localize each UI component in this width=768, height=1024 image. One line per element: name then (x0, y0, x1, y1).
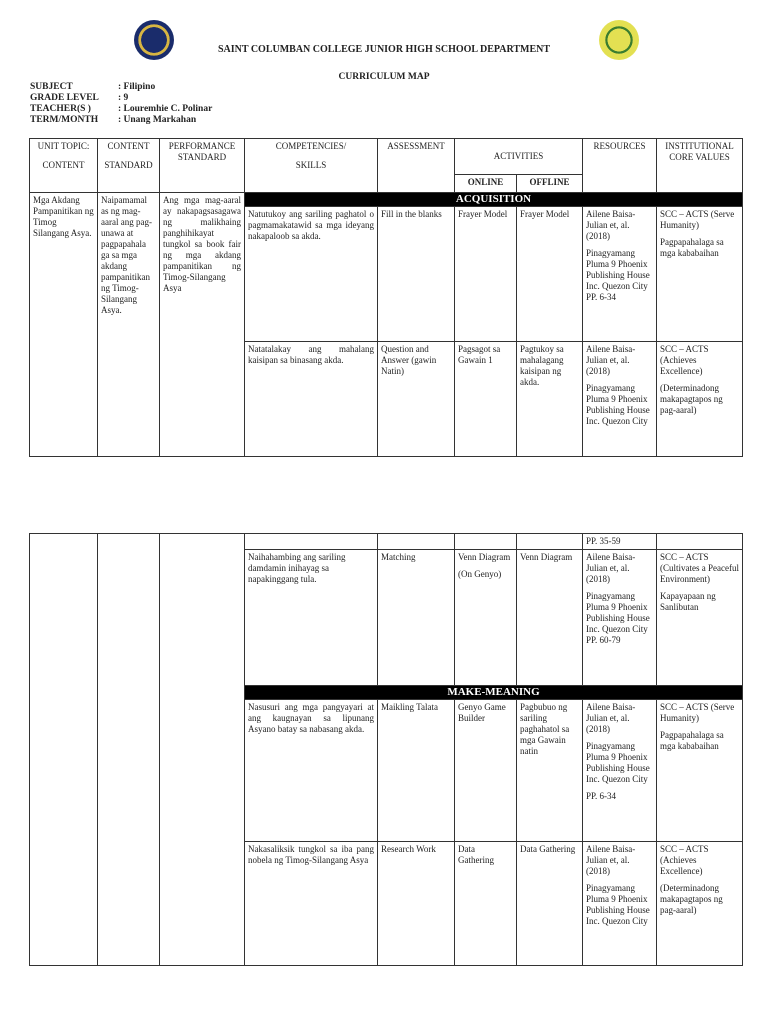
header-performance-standard: PERFORMANCE STANDARD (160, 139, 245, 193)
header-assessment: ASSESSMENT (378, 139, 455, 193)
header-content-standard: CONTENT STANDARD (98, 139, 160, 193)
document-title: CURRICULUM MAP (338, 72, 430, 82)
header-unit-topic: UNIT TOPIC: CONTENT (30, 139, 98, 193)
info-row-term: TERM/MONTH : Unang Markahan (30, 115, 197, 125)
table-row: Natutukoy ang sariling paghatol o pagmamakatawid sa mga ideyang nakapaloob sa akda. Fill in the blanks Frayer Model Frayer Model Ailene Baisa-Julian et, al. (2018) Pinagyamang Pluma 9 Phoenix Publishing House Inc. Quezon City PP. 6-34 SCC – ACTS (Serve Humanity) Pagpapahalaga sa mga kababaihan (30, 207, 743, 342)
header-competencies: COMPETENCIES/ SKILLS (245, 139, 378, 193)
header-core-values: INSTITUTIONAL CORE VALUES (657, 139, 743, 193)
table-row: Natatalakay ang mahalang kaisipan sa binasang akda. Question and Answer (gawin Natin) Pagsagot sa Gawain 1 Pagtukoy sa mahalagang kaisipan ng akda. Ailene Baisa-Julian et, al. (2018) Pinagyamang Pluma 9 Phoenix Publishing House Inc. Quezon City SCC – ACTS (Achieves Excellence) (Determinadong makapagtapos ng pag-aaral) (30, 342, 743, 457)
resources-continued: PP. 35-59 (583, 534, 657, 550)
info-row-grade: GRADE LEVEL : 9 (30, 93, 129, 103)
page-one (0, 0, 768, 470)
make-meaning-band: MAKE-MEANING (245, 686, 743, 700)
table-row: Nasusuri ang mga pangyayari at ang kaugnayan sa lipunang Asyano batay sa nabasang akda. Maikling Talata Genyo Game Builder Pagbubuo ng sariling paghahatol sa mga Gawain natin Ailene Baisa-Julian et, al. (2018) Pinagyamang Pluma 9 Phoenix Publishing House Inc. Quezon City PP. 6-34 SCC – ACTS (Serve Humanity) Pagpapahalaga sa mga kababaihan (30, 700, 743, 842)
content-cell: Mga Akdang Pampanitikan ng Timog Silangang Asya. (30, 193, 98, 457)
info-row-subject: SUBJECT : Filipino (30, 82, 156, 92)
page-two (0, 533, 768, 978)
school-name: SAINT COLUMBAN COLLEGE JUNIOR HIGH SCHOOL DEPARTMENT (217, 44, 551, 55)
info-block (30, 82, 212, 126)
header-offline: OFFLINE (517, 175, 583, 193)
curriculum-table-page2 (29, 533, 743, 966)
performance-standard-cell: Ang mga mag-aaral ay nakapagsasagawa ng malikhaing panghihikayat tungkol sa book fair ng mga akdang pampanitikan ng Timog-Silangang Asya (160, 193, 245, 457)
acquisition-band: ACQUISITION (245, 193, 743, 207)
info-row-teacher: TEACHER(S ) : Louremhie C. Polinar (30, 104, 213, 114)
curriculum-table-page1 (29, 138, 743, 457)
table-row: Nakasaliksik tungkol sa iba pang nobela ng Timog-Silangang Asya Research Work Data Gathering Data Gathering Ailene Baisa-Julian et, al. (2018) Pinagyamang Pluma 9 Phoenix Publishing House Inc. Quezon City SCC – ACTS (Achieves Excellence) (Determinadong makapagtapos ng pag-aaral) (30, 842, 743, 966)
header-resources: RESOURCES (583, 139, 657, 193)
table-row: Naihahambing ang sariling damdamin inihayag sa napakinggang tula. Matching Venn Diagram (On Genyo) Venn Diagram Ailene Baisa-Julian et, al. (2018) Pinagyamang Pluma 9 Phoenix Publishing House Inc. Quezon City PP. 60-79 SCC – ACTS (Cultivates a Peaceful Environment) Kapayapaan ng Sanlibutan (30, 550, 743, 686)
header-activities: ACTIVITIES (455, 139, 583, 175)
content-standard-cell: Naipamamal as ng mag-aaral ang pag-unawa at pagpapahala ga sa mga akdang pampanitikan ng Timog-Silangang Asya. (98, 193, 160, 457)
header-online: ONLINE (455, 175, 517, 193)
